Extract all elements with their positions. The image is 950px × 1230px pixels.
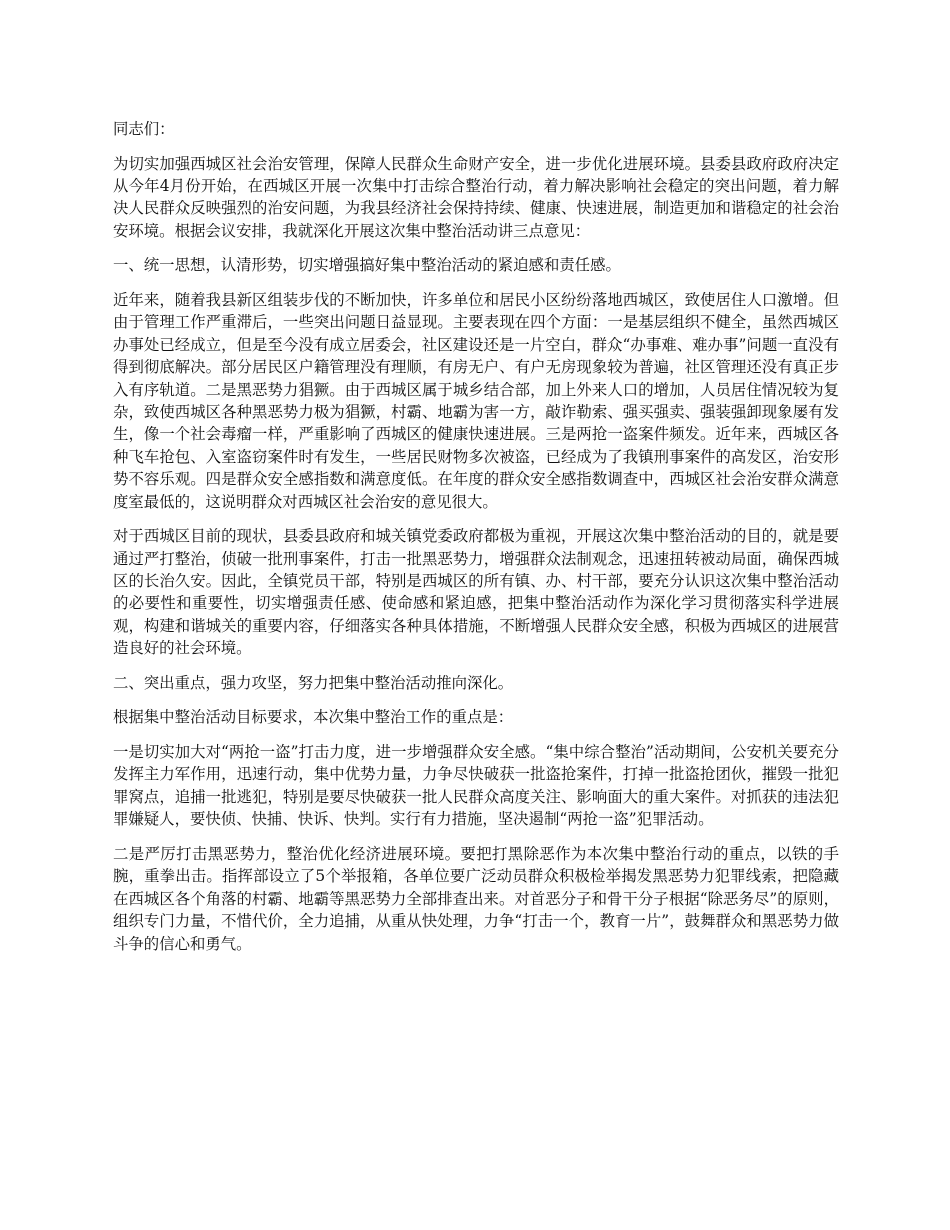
paragraph-point-2: 二是严厉打击黑恶势力，整治优化经济进展环境。要把打黑除恶作为本次集中整治行动的重点，以铁的手腕，重拳出击。指挥部设立了5个举报箱，各单位要广泛动员群众积极检举揭发黑恶势力犯罪线索，把隐藏在西城区各个角落的村霸、地霸等黑恶势力全部排查出来。对首恶分子和骨干分子根据“除恶务尽”的原则，组织专门力量，不惜代价，全力追捕，从重从快处理，力争“打击一个，教育一片”，鼓舞群众和黑恶势力做斗争的信心和勇气。 bbox=[113, 844, 839, 953]
salutation: 同志们： bbox=[113, 120, 175, 138]
paragraph-purpose: 对于西城区目前的现状，县委县政府和城关镇党委政府都极为重视，开展这次集中整治活动的目的，就是要通过严打整治，侦破一批刑事案件，打击一批黑恶势力，增强群众法制观念，迅速扭转被动局面，确保西城区的长治久安。因此，全镇党员干部，特别是西城区的所有镇、办、村干部，要充分认识这次集中整治活动的必要性和重要性，切实增强责任感、使命感和紧迫感，把集中整治活动作为深化学习贯彻落实科学进展观，构建和谐城关的重要内容，仔细落实各种具体措施，不断增强人民群众安全感，积极为西城区的进展营造良好的社会环境。 bbox=[113, 527, 839, 658]
paragraph-point-1: 一是切实加大对“两抢一盗”打击力度，进一步增强群众安全感。“集中综合整治”活动期间，公安机关要充分发挥主力军作用，迅速行动，集中优势力量，力争尽快破获一批盗抢案件，打掉一批盗抢团伙，摧毁一批犯罪窝点，追捕一批逃犯，特别是要尽快破获一批人民群众高度关注、影响面大的重大案件。对抓获的违法犯罪嫌疑人，要快侦、快捕、快诉、快判。实行有力措施，坚决遏制“两抢一盗”犯罪活动。 bbox=[113, 743, 839, 829]
paragraph-key-points: 根据集中整治活动目标要求，本次集中整治工作的重点是： bbox=[113, 708, 514, 727]
section-heading-1: 一、统一思想，认清形势，切实增强搞好集中整治活动的紧迫感和责任感。 bbox=[113, 256, 621, 275]
paragraph-intro: 为切实加强西城区社会治安管理，保障人民群众生命财产安全，进一步优化进展环境。县委县政府政府决定从今年4月份开始，在西城区开展一次集中打击综合整治行动，着力解决影响社会稳定的突出问题，着力解决人民群众反映强烈的治安问题，为我县经济社会保持持续、健康、快速进展，制造更加和谐稳定的社会治安环境。根据会议安排，我就深化开展这次集中整治活动讲三点意见： bbox=[113, 154, 839, 240]
document-body bbox=[113, 118, 839, 967]
paragraph-situation: 近年来，随着我县新区组装步伐的不断加快，许多单位和居民小区纷纷落地西城区，致使居住人口激增。但由于管理工作严重滞后，一些突出问题日益显现。主要表现在四个方面：一是基层组织不健全，虽然西城区办事处已经成立，但是至今没有成立居委会，社区建设还是一片空白，群众“办事难、难办事”问题一直没有得到彻底解决。部分居民区户籍管理没有理顺，有房无户、有户无房现象较为普遍，社区管理还没有真正步入有序轨道。二是黑恶势力猖獗。由于西城区属于城乡结合部，加上外来人口的增加，人员居住情况较为复杂，致使西城区各种黑恶势力极为猖獗，村霸、地霸为害一方，敲诈勒索、强买强卖、强装强卸现象屡有发生，像一个社会毒瘤一样，严重影响了西城区的健康快速进展。三是两抢一盗案件频发。近年来，西城区各种飞车抢包、入室盗窃案件时有发生，一些居民财物多次被盗，已经成为了我镇刑事案件的高发区，治安形势不容乐观。四是群众安全感指数和满意度低。在年度的群众安全感指数调查中，西城区社会治安群众满意度室最低的，这说明群众对西城区社会治安的意见很大。 bbox=[113, 291, 839, 511]
section-heading-2: 二、突出重点，强力攻坚，努力把集中整治活动推向深化。 bbox=[113, 673, 514, 692]
